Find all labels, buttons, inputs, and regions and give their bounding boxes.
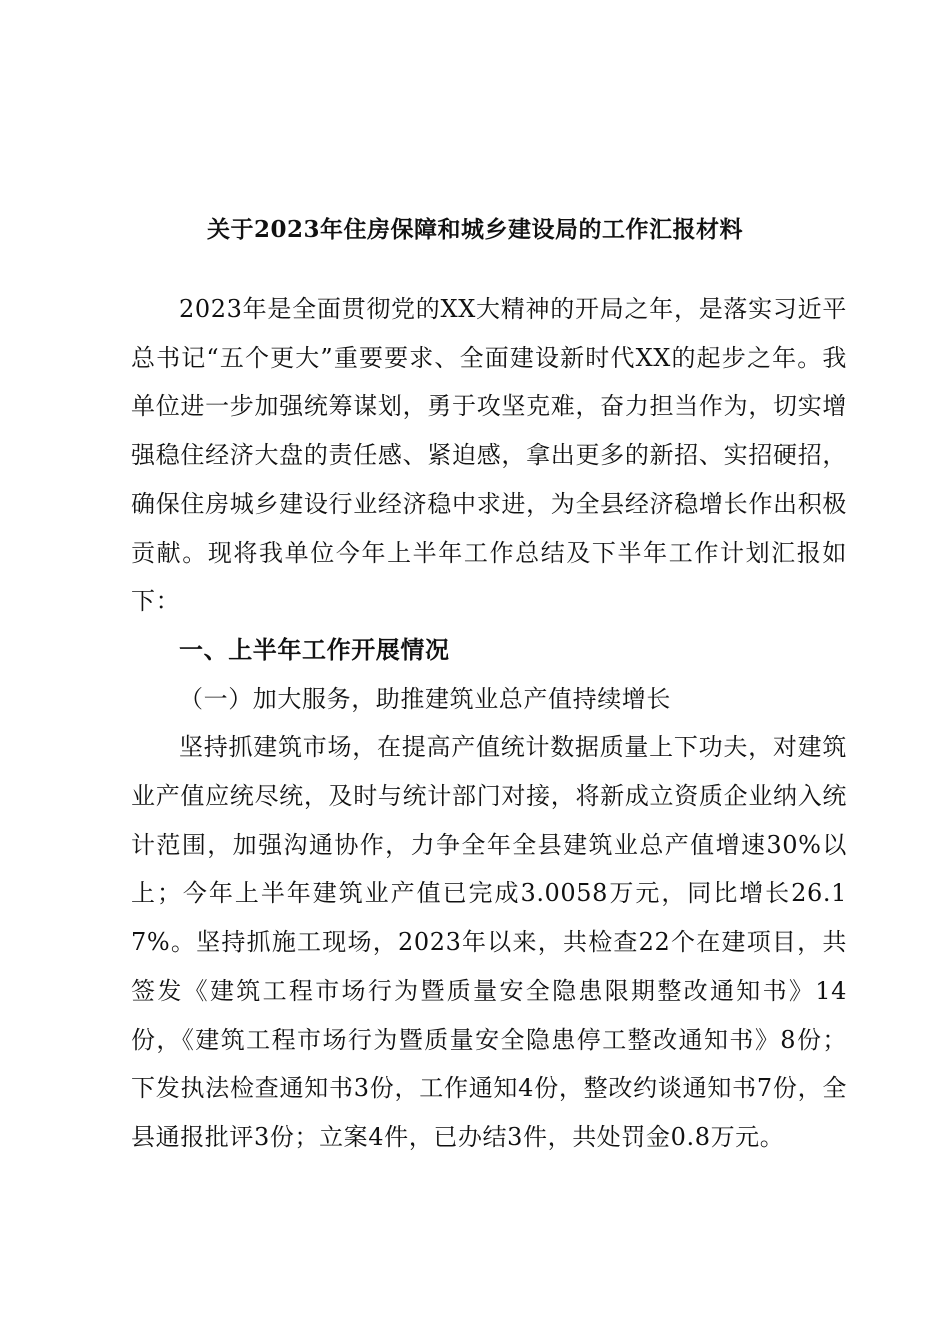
intro-paragraph: 2023年是全面贯彻党的XX大精神的开局之年，是落实习近平总书记“五个更大”重要要求、全面建设新时代XX的起步之年。我单位进一步加强统筹谋划，勇于攻坚克难，奋力担当作为，切实增强稳住经济大盘的责任感、紧迫感，拿出更多的新招、实招硬招，确保住房城乡建设行业经济稳中求进，为全县经济稳增长作出积极贡献。现将我单位今年上半年工作总结及下半年工作计划汇报如下： [131, 295, 847, 616]
document-title: 关于2023年住房保障和城乡建设局的工作汇报材料 [206, 216, 743, 243]
subsection-heading: （一）加大服务，助推建筑业总产值持续增长 [179, 684, 671, 713]
document-body [131, 285, 847, 1162]
body-paragraph: 坚持抓建筑市场，在提高产值统计数据质量上下功夫，对建筑业产值应统尽统，及时与统计部门对接，将新成立资质企业纳入统计范围，加强沟通协作，力争全年全县建筑业总产值增速30%以上；今年上半年建筑业产值已完成3.0058万元，同比增长26.17%。坚持抓施工现场，2023年以来，共检查22个在建项目，共签发《建筑工程市场行为暨质量安全隐患限期整改通知书》14份，《建筑工程市场行为暨质量安全隐患停工整改通知书》8份；下发执法检查通知书3份，工作通知4份，整改约谈通知书7份，全县通报批评3份；立案4件，已办结3件，共处罚金0.8万元。 [131, 733, 847, 1151]
section-heading: 一、上半年工作开展情况 [179, 634, 450, 664]
